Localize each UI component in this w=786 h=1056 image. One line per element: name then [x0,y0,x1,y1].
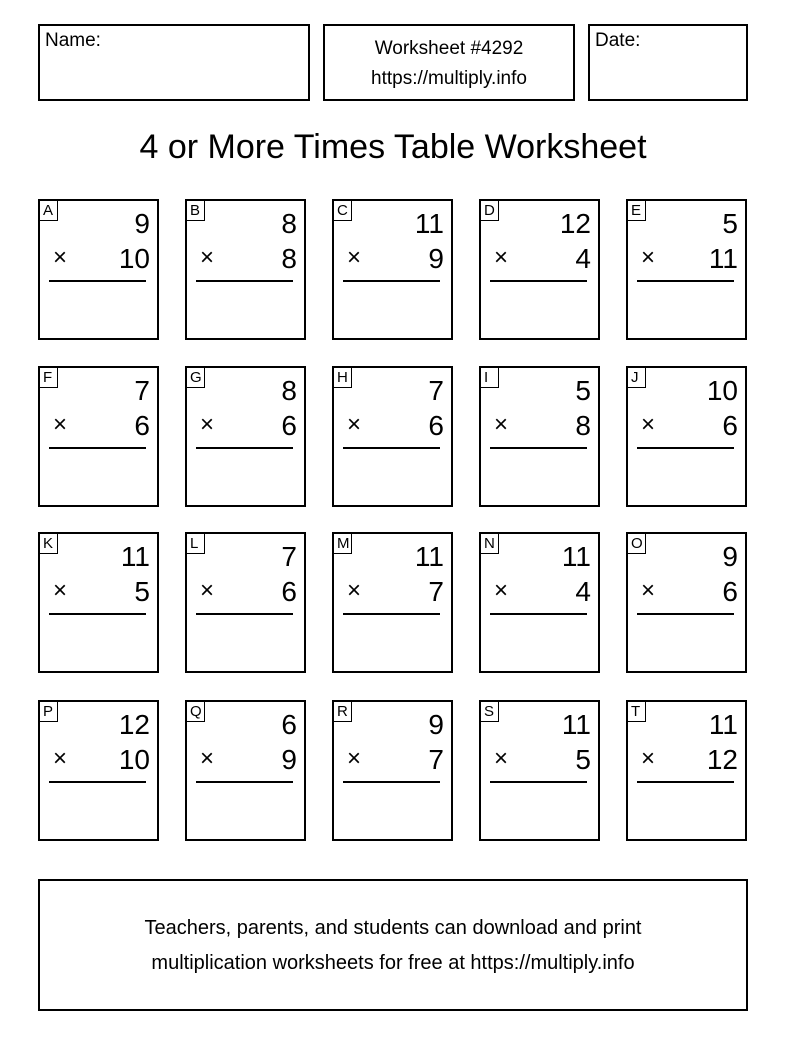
problem-label: E [627,200,646,221]
name-label: Name: [45,30,101,51]
times-sign: × [494,244,509,271]
multiplier: 7 [428,576,444,607]
multiplier: 10 [118,744,150,775]
multiplicand: 7 [428,375,444,406]
times-sign: × [53,577,68,604]
multiplier: 8 [575,410,591,441]
multiplicand: 9 [722,541,738,572]
answer-line [49,781,146,783]
answer-line [49,280,146,282]
footer-box [38,879,748,1011]
multiplier: 6 [134,410,150,441]
multiplier: 10 [118,243,150,274]
answer-line [490,280,587,282]
times-sign: × [53,745,68,772]
problem-label: M [333,533,352,554]
multiplier: 12 [706,744,738,775]
times-sign: × [641,577,656,604]
times-sign: × [347,411,362,438]
problem-card [38,199,159,340]
multiplier: 4 [575,576,591,607]
problem-label: T [627,701,646,722]
answer-line [637,781,734,783]
times-sign: × [200,244,215,271]
times-sign: × [641,411,656,438]
problem-label: Q [186,701,205,722]
answer-line [343,280,440,282]
problem-card [185,532,306,673]
answer-line [490,447,587,449]
times-sign: × [347,745,362,772]
multiplicand: 5 [575,375,591,406]
answer-line [490,613,587,615]
answer-line [196,280,293,282]
times-sign: × [200,411,215,438]
times-sign: × [641,244,656,271]
problem-label: D [480,200,499,221]
worksheet-number: Worksheet #4292 [374,38,524,59]
answer-line [637,280,734,282]
problem-card [626,366,747,507]
answer-line [343,613,440,615]
multiplicand: 12 [118,709,150,740]
multiplicand: 11 [120,541,150,572]
multiplicand: 12 [559,208,591,239]
multiplicand: 11 [561,541,591,572]
problem-card [479,700,600,841]
problem-label: L [186,533,205,554]
answer-line [637,613,734,615]
problem-label: N [480,533,499,554]
problem-card [332,199,453,340]
multiplicand: 7 [134,375,150,406]
answer-line [49,613,146,615]
problem-card [479,199,600,340]
multiplier: 5 [575,744,591,775]
problem-card [185,366,306,507]
problem-card [626,199,747,340]
problem-card [38,532,159,673]
problem-label: H [333,367,352,388]
footer-text-line-2: multiplication worksheets for free at https://multiply.info [151,952,635,974]
answer-line [490,781,587,783]
problem-card [626,532,747,673]
problem-card [38,700,159,841]
multiplicand: 10 [706,375,738,406]
problem-card [332,700,453,841]
answer-line [49,447,146,449]
answer-line [196,447,293,449]
multiplier: 6 [722,576,738,607]
times-sign: × [200,745,215,772]
multiplier: 6 [428,410,444,441]
problem-label: G [186,367,205,388]
problem-label: F [39,367,58,388]
multiplier: 5 [134,576,150,607]
problem-card [38,366,159,507]
problem-card [479,532,600,673]
times-sign: × [494,411,509,438]
multiplier: 7 [428,744,444,775]
multiplier: 4 [575,243,591,274]
problem-label: C [333,200,352,221]
multiplicand: 8 [281,375,297,406]
problem-label: B [186,200,205,221]
multiplicand: 9 [134,208,150,239]
times-sign: × [641,745,656,772]
name-field-box [38,24,310,101]
answer-line [196,781,293,783]
date-field-box [588,24,748,101]
times-sign: × [347,244,362,271]
problem-card [332,366,453,507]
answer-line [196,613,293,615]
times-sign: × [53,244,68,271]
problem-card [479,366,600,507]
multiplicand: 8 [281,208,297,239]
problem-label: K [39,533,58,554]
problem-label: A [39,200,58,221]
answer-line [343,781,440,783]
multiplicand: 5 [722,208,738,239]
problem-label: S [480,701,499,722]
multiplier: 6 [281,576,297,607]
date-label: Date: [595,30,641,51]
problem-card [185,199,306,340]
multiplier: 9 [428,243,444,274]
multiplier: 6 [722,410,738,441]
problem-label: I [480,367,499,388]
answer-line [637,447,734,449]
answer-line [343,447,440,449]
problem-label: J [627,367,646,388]
problem-label: O [627,533,646,554]
multiplicand: 9 [428,709,444,740]
worksheet-url: https://multiply.info [371,68,527,89]
times-sign: × [53,411,68,438]
worksheet-info-box [323,24,575,101]
multiplicand: 11 [414,208,444,239]
times-sign: × [494,745,509,772]
times-sign: × [200,577,215,604]
problem-card [626,700,747,841]
worksheet-title: 4 or More Times Table Worksheet [139,128,647,166]
multiplier: 9 [281,744,297,775]
problem-card [185,700,306,841]
multiplicand: 7 [281,541,297,572]
times-sign: × [347,577,362,604]
problem-label: P [39,701,58,722]
problem-label: R [333,701,352,722]
multiplier: 6 [281,410,297,441]
times-sign: × [494,577,509,604]
multiplier: 11 [708,243,738,274]
multiplicand: 11 [708,709,738,740]
multiplicand: 11 [414,541,444,572]
multiplicand: 11 [561,709,591,740]
problem-card [332,532,453,673]
footer-text-line-1: Teachers, parents, and students can download and print [144,917,642,939]
multiplier: 8 [281,243,297,274]
multiplicand: 6 [281,709,297,740]
